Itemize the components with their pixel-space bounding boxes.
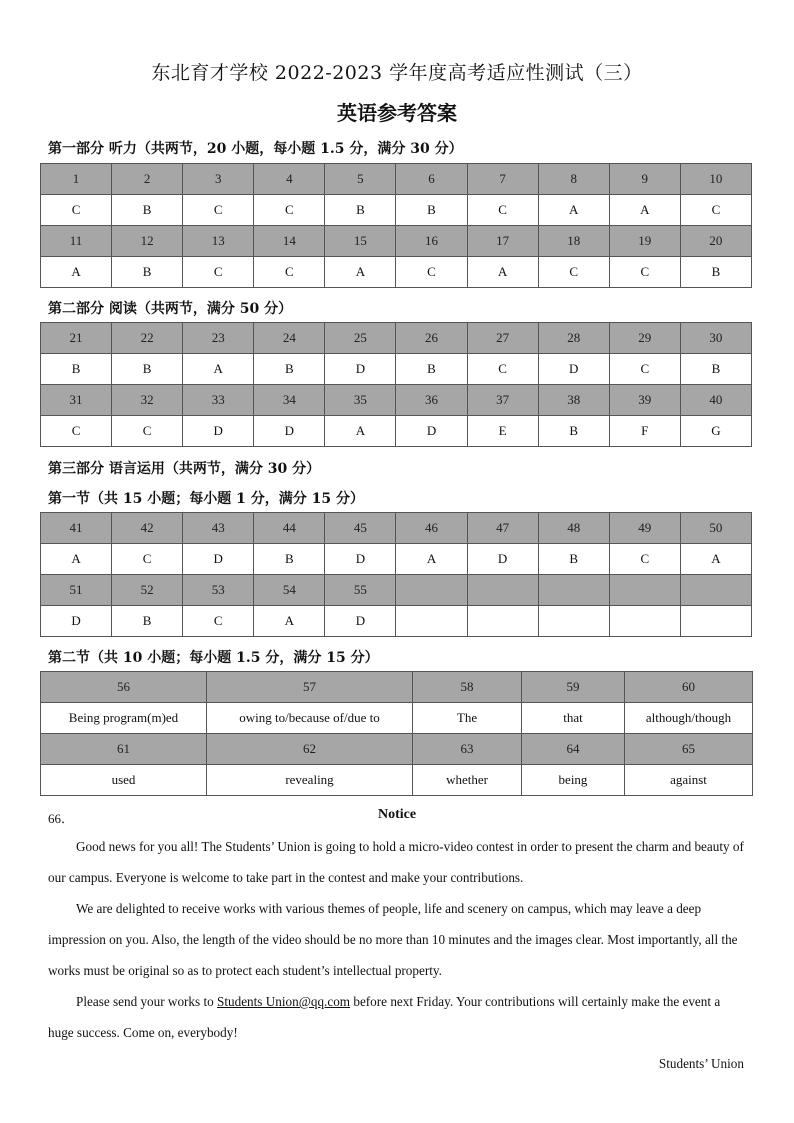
answer-cell bbox=[609, 606, 680, 637]
answer-cell: C bbox=[112, 544, 183, 575]
answer-cell: A bbox=[396, 544, 467, 575]
question-number-cell: 39 bbox=[609, 385, 680, 416]
answer-cell: G bbox=[680, 416, 751, 447]
essay-paragraph-1: Good news for you all! The Students’ Union is going to hold a micro-video contest in order to present the charm and beauty of our campus. Everyone is welcome to take part in the contest and make your contributions. bbox=[48, 839, 744, 885]
answer-cell: D bbox=[396, 416, 467, 447]
question-number-cell: 27 bbox=[467, 323, 538, 354]
answer-cell: that bbox=[522, 703, 625, 734]
part2-heading: 第二部分 阅读（共两节，满分 50 分） bbox=[48, 301, 293, 317]
question-number-cell: 24 bbox=[254, 323, 325, 354]
answer-cell: A bbox=[41, 544, 112, 575]
answer-cell: A bbox=[41, 257, 112, 288]
question-number-cell: 58 bbox=[413, 672, 522, 703]
question-number-cell bbox=[467, 575, 538, 606]
answer-cell: A bbox=[467, 257, 538, 288]
question-number-cell: 55 bbox=[325, 575, 396, 606]
question-number-cell: 12 bbox=[112, 226, 183, 257]
question-number-cell: 18 bbox=[538, 226, 609, 257]
question-number-cell: 63 bbox=[413, 734, 522, 765]
essay-paragraph-3 bbox=[48, 986, 748, 1048]
answer-cell: A bbox=[538, 195, 609, 226]
answer-cell: B bbox=[538, 544, 609, 575]
answer-row bbox=[41, 544, 752, 575]
answer-cell: A bbox=[680, 544, 751, 575]
part1-heading: 第一部分 听力（共两节，20 小题，每小题 1.5 分，满分 30 分） bbox=[48, 141, 463, 157]
answer-cell: C bbox=[183, 606, 254, 637]
document-title: 东北育才学校 2022-2023 学年度高考适应性测试（三） bbox=[151, 62, 643, 84]
question-number-cell: 26 bbox=[396, 323, 467, 354]
answer-cell: C bbox=[467, 354, 538, 385]
answer-cell: A bbox=[609, 195, 680, 226]
answer-cell: A bbox=[183, 354, 254, 385]
question-number-cell: 36 bbox=[396, 385, 467, 416]
part3-section2-heading: 第二节（共 10 小题；每小题 1.5 分，满分 15 分） bbox=[48, 650, 379, 666]
question-number-cell: 38 bbox=[538, 385, 609, 416]
question-number-cell: 22 bbox=[112, 323, 183, 354]
question-number-cell bbox=[396, 575, 467, 606]
question-number-cell: 2 bbox=[112, 164, 183, 195]
part3-heading: 第三部分 语言运用（共两节，满分 30 分） bbox=[48, 461, 321, 477]
question-number-cell: 16 bbox=[396, 226, 467, 257]
document-subtitle: 英语参考答案 bbox=[337, 101, 457, 125]
answer-cell: B bbox=[254, 354, 325, 385]
answer-cell: B bbox=[112, 606, 183, 637]
answer-cell: D bbox=[538, 354, 609, 385]
answer-cell: B bbox=[41, 354, 112, 385]
answer-cell: D bbox=[325, 354, 396, 385]
answer-cell: owing to/because of/due to bbox=[207, 703, 413, 734]
answer-cell: C bbox=[254, 257, 325, 288]
question-number-cell: 37 bbox=[467, 385, 538, 416]
answer-cell: D bbox=[41, 606, 112, 637]
essay-question-number: 66． bbox=[48, 811, 75, 826]
question-number-cell: 64 bbox=[522, 734, 625, 765]
answer-cell: C bbox=[183, 257, 254, 288]
answer-cell: C bbox=[467, 195, 538, 226]
answer-row bbox=[41, 606, 752, 637]
question-number-cell bbox=[680, 575, 751, 606]
question-number-cell: 47 bbox=[467, 513, 538, 544]
question-number-cell: 50 bbox=[680, 513, 751, 544]
question-number-cell: 9 bbox=[609, 164, 680, 195]
question-number-cell: 49 bbox=[609, 513, 680, 544]
question-number-cell: 48 bbox=[538, 513, 609, 544]
question-number-cell: 34 bbox=[254, 385, 325, 416]
question-number-cell: 25 bbox=[325, 323, 396, 354]
answer-row bbox=[41, 354, 752, 385]
answer-cell: C bbox=[396, 257, 467, 288]
answer-cell: B bbox=[680, 257, 751, 288]
question-number-cell: 59 bbox=[522, 672, 625, 703]
part2-answer-table bbox=[40, 322, 752, 447]
answer-cell: B bbox=[396, 354, 467, 385]
question-number-cell: 62 bbox=[207, 734, 413, 765]
question-number-cell: 10 bbox=[680, 164, 751, 195]
question-number-row bbox=[41, 513, 752, 544]
question-number-cell: 46 bbox=[396, 513, 467, 544]
question-number-cell: 29 bbox=[609, 323, 680, 354]
answer-cell: C bbox=[112, 416, 183, 447]
question-number-cell: 8 bbox=[538, 164, 609, 195]
question-number-cell bbox=[538, 575, 609, 606]
essay-paragraph-2: We are delighted to receive works with various themes of people, life and scenery on campus, which may leave a deep impression on you. Also, the length of the video should be no more than 10 minutes and the images clear. Most importantly, all the works must be original so as to protect each student’s intellectual property. bbox=[48, 901, 738, 978]
answer-cell: B bbox=[112, 257, 183, 288]
answer-cell: F bbox=[609, 416, 680, 447]
answer-cell: against bbox=[625, 765, 753, 796]
question-number-cell: 65 bbox=[625, 734, 753, 765]
answer-cell: B bbox=[254, 544, 325, 575]
answer-cell: D bbox=[467, 544, 538, 575]
answer-cell: Being program(m)ed bbox=[41, 703, 207, 734]
question-number-cell: 53 bbox=[183, 575, 254, 606]
part3-section2-answer-table bbox=[40, 671, 753, 796]
answer-cell: B bbox=[538, 416, 609, 447]
question-number-cell: 60 bbox=[625, 672, 753, 703]
answer-cell bbox=[538, 606, 609, 637]
answer-cell: whether bbox=[413, 765, 522, 796]
question-number-cell: 33 bbox=[183, 385, 254, 416]
question-number-cell: 32 bbox=[112, 385, 183, 416]
answer-cell: C bbox=[609, 544, 680, 575]
question-number-cell: 61 bbox=[41, 734, 207, 765]
answer-cell: revealing bbox=[207, 765, 413, 796]
question-number-cell bbox=[609, 575, 680, 606]
question-number-cell: 44 bbox=[254, 513, 325, 544]
answer-row bbox=[41, 703, 753, 734]
essay-p3-text-after: before next Friday. Your contributions will certainly make the event a huge success. Come on, everybody! bbox=[48, 994, 721, 1040]
answer-cell: used bbox=[41, 765, 207, 796]
question-number-cell: 6 bbox=[396, 164, 467, 195]
answer-cell bbox=[396, 606, 467, 637]
answer-cell: C bbox=[183, 195, 254, 226]
question-number-row bbox=[41, 226, 752, 257]
answer-cell: C bbox=[254, 195, 325, 226]
answer-cell: C bbox=[609, 257, 680, 288]
part1-answer-table bbox=[40, 163, 752, 288]
answer-cell: B bbox=[396, 195, 467, 226]
question-number-cell: 11 bbox=[41, 226, 112, 257]
answer-cell: B bbox=[112, 195, 183, 226]
question-number-cell: 40 bbox=[680, 385, 751, 416]
answer-cell: D bbox=[183, 544, 254, 575]
question-number-row bbox=[41, 672, 753, 703]
question-number-cell: 20 bbox=[680, 226, 751, 257]
signature: Students’ Union bbox=[658, 1056, 744, 1071]
answer-cell: B bbox=[325, 195, 396, 226]
answer-row bbox=[41, 195, 752, 226]
question-number-cell: 21 bbox=[41, 323, 112, 354]
question-number-cell: 23 bbox=[183, 323, 254, 354]
question-number-cell: 30 bbox=[680, 323, 751, 354]
answer-cell: B bbox=[680, 354, 751, 385]
question-number-cell: 42 bbox=[112, 513, 183, 544]
question-number-cell: 28 bbox=[538, 323, 609, 354]
question-number-cell: 54 bbox=[254, 575, 325, 606]
question-number-cell: 5 bbox=[325, 164, 396, 195]
answer-cell: D bbox=[183, 416, 254, 447]
question-number-cell: 3 bbox=[183, 164, 254, 195]
question-number-cell: 52 bbox=[112, 575, 183, 606]
answer-cell: C bbox=[609, 354, 680, 385]
answer-cell: although/though bbox=[625, 703, 753, 734]
answer-cell: C bbox=[538, 257, 609, 288]
question-number-cell: 43 bbox=[183, 513, 254, 544]
essay-p3-text-before: Please send your works to bbox=[76, 994, 218, 1009]
question-number-cell: 1 bbox=[41, 164, 112, 195]
answer-cell bbox=[467, 606, 538, 637]
answer-row bbox=[41, 416, 752, 447]
question-number-row bbox=[41, 575, 752, 606]
answer-cell bbox=[680, 606, 751, 637]
question-number-cell: 35 bbox=[325, 385, 396, 416]
question-number-row bbox=[41, 734, 753, 765]
question-number-cell: 14 bbox=[254, 226, 325, 257]
question-number-cell: 51 bbox=[41, 575, 112, 606]
question-number-cell: 4 bbox=[254, 164, 325, 195]
answer-row bbox=[41, 765, 753, 796]
question-number-cell: 31 bbox=[41, 385, 112, 416]
answer-cell: A bbox=[325, 257, 396, 288]
question-number-cell: 41 bbox=[41, 513, 112, 544]
answer-cell: being bbox=[522, 765, 625, 796]
notice-title: Notice bbox=[377, 807, 417, 822]
question-number-row bbox=[41, 323, 752, 354]
question-number-cell: 17 bbox=[467, 226, 538, 257]
answer-cell: D bbox=[254, 416, 325, 447]
answer-cell: A bbox=[254, 606, 325, 637]
question-number-cell: 57 bbox=[207, 672, 413, 703]
question-number-cell: 13 bbox=[183, 226, 254, 257]
question-number-cell: 15 bbox=[325, 226, 396, 257]
question-number-cell: 7 bbox=[467, 164, 538, 195]
answer-cell: C bbox=[41, 416, 112, 447]
answer-row bbox=[41, 257, 752, 288]
answer-cell: E bbox=[467, 416, 538, 447]
question-number-cell: 19 bbox=[609, 226, 680, 257]
question-number-cell: 45 bbox=[325, 513, 396, 544]
answer-cell: A bbox=[325, 416, 396, 447]
part3-section1-heading: 第一节（共 15 小题；每小题 1 分，满分 15 分） bbox=[48, 491, 364, 507]
question-number-row bbox=[41, 385, 752, 416]
answer-cell: The bbox=[413, 703, 522, 734]
answer-cell: B bbox=[112, 354, 183, 385]
answer-cell: C bbox=[680, 195, 751, 226]
email-link[interactable]: Students Union@qq.com bbox=[217, 994, 351, 1009]
question-number-row bbox=[41, 164, 752, 195]
answer-cell: D bbox=[325, 544, 396, 575]
part3-section1-answer-table bbox=[40, 512, 752, 637]
answer-cell: C bbox=[41, 195, 112, 226]
question-number-cell: 56 bbox=[41, 672, 207, 703]
answer-cell: D bbox=[325, 606, 396, 637]
